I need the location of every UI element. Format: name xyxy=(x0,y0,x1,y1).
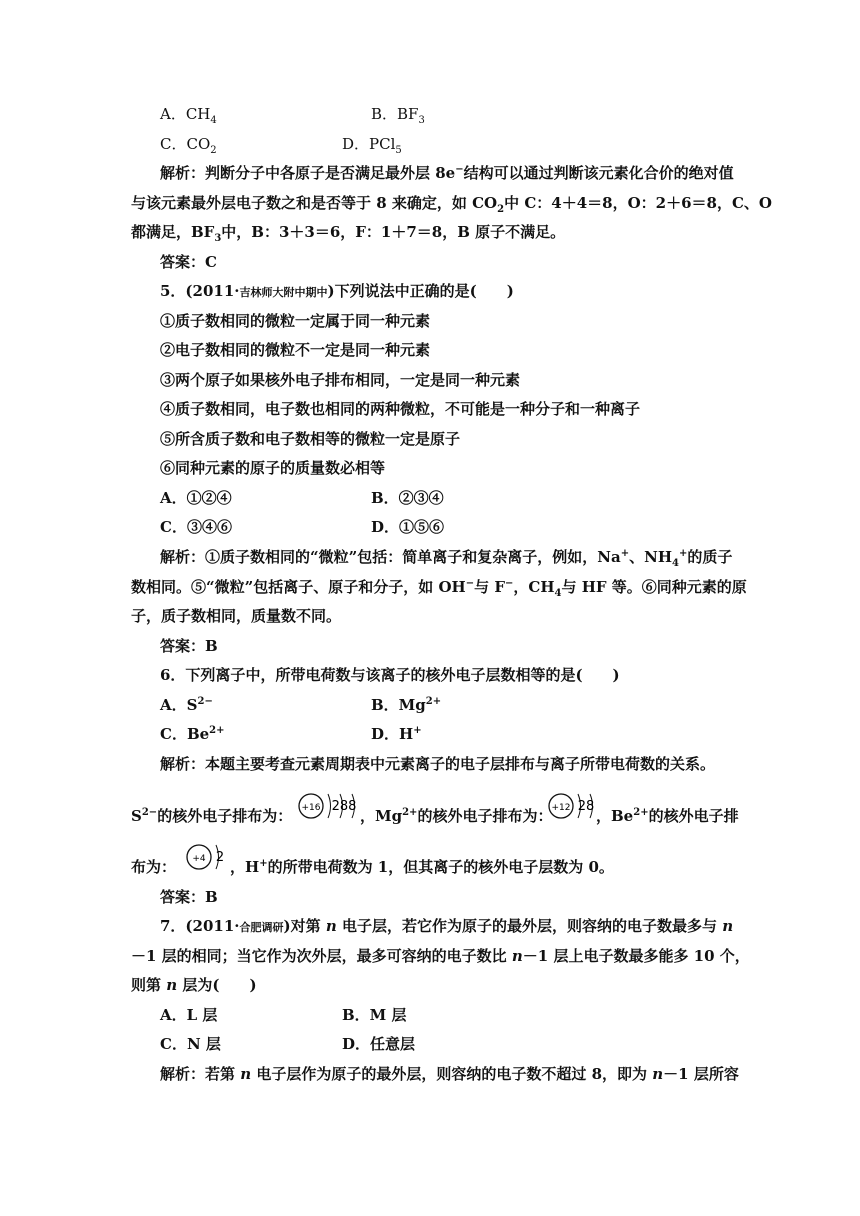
q5-answer: 答案：B xyxy=(160,637,218,655)
q5-item-1: ①质子数相同的微粒一定属于同一种元素 xyxy=(160,312,431,330)
q6-analysis-line-1: 解析：本题主要考查元素周期表中元素离子的电子层排布与离子所带电荷数的关系。 xyxy=(160,755,716,773)
q7-stem-line-2: －1 层的相同；当它作为次外层，最多可容纳的电子数比 n－1 层上电子数最多能多 10 个， xyxy=(131,947,750,965)
q5-item-4: ④质子数相同，电子数也相同的两种微粒，不可能是一种分子和一种离子 xyxy=(160,400,641,418)
q4-option-c: C．$CO_2$ xyxy=(160,135,217,156)
q5-option-b: B．②③④ xyxy=(371,489,444,507)
svg-text:+12: +12 xyxy=(551,803,571,813)
q6-option-a: A．$S^{2-}$ xyxy=(160,696,213,714)
q6-analysis-line-3a: 布为： xyxy=(131,858,177,876)
q6-option-d: D．H+ xyxy=(371,725,422,743)
q4-option-b: B．$BF_3$ xyxy=(371,105,425,126)
svg-text:2: 2 xyxy=(215,850,225,865)
q4-option-d: D．PCl$_5$ xyxy=(342,135,402,156)
q4-analysis-line-2: 与该元素最外层电子数之和是否等于 8 来确定，如 $CO_2$中 C：4＋4＝8，O：2＋6＝8，C、O xyxy=(131,194,772,215)
q5-analysis-line-1: 解析：①质子数相同的“微粒”包括：简单离子和复杂离子，例如，Na+、$NH_4^+$的质子 xyxy=(160,548,733,569)
q5-option-d: D．①⑤⑥ xyxy=(371,518,445,536)
q6-option-b: B．$Mg^{2+}$ xyxy=(371,696,442,714)
s2-electron-diagram xyxy=(297,788,369,828)
q6-stem: 6．下列离子中，所带电荷数与该离子的核外电子层数相等的是( ) xyxy=(160,666,620,684)
q5-item-3: ③两个原子如果核外电子排布相同，一定是同一种元素 xyxy=(160,371,521,389)
q5-analysis-line-2: 数相同。⑤“微粒”包括离子、原子和分子，如 OH−与 F−，$CH_4$与 HF 等。⑥同种元素的原 xyxy=(131,578,747,599)
svg-text:+16: +16 xyxy=(301,803,321,813)
svg-text:+4: +4 xyxy=(192,854,206,864)
q6-analysis-line-3b: ，H+的所带电荷数为 1，但其离子的核外电子层数为 0。 xyxy=(230,858,614,876)
svg-text:28: 28 xyxy=(577,799,595,814)
q6-analysis-line-2c: ，$Be^{2+}$的核外电子排 xyxy=(596,807,739,825)
q6-analysis-line-2b: ，$Mg^{2+}$的核外电子排布为： xyxy=(360,807,553,825)
q6-answer: 答案：B xyxy=(160,888,218,906)
q7-analysis-line-1: 解析：若第 n 电子层作为原子的最外层，则容纳的电子数不超过 8，即为 n－1 层所容 xyxy=(160,1065,739,1083)
q7-option-b: B．M 层 xyxy=(342,1006,407,1024)
q5-item-6: ⑥同种元素的原子的质量数必相等 xyxy=(160,459,386,477)
q7-stem-line-3: 则第 n 层为( ) xyxy=(131,976,257,994)
q7-option-d: D．任意层 xyxy=(342,1035,416,1053)
svg-text:288: 288 xyxy=(331,799,357,814)
q5-stem: 5．(2011·吉林师大附中期中)下列说法中正确的是( ) xyxy=(160,282,514,300)
q4-option-a: A．$CH_4$ xyxy=(160,105,217,126)
q6-option-c: C．$Be^{2+}$ xyxy=(160,725,225,743)
q7-option-c: C．N 层 xyxy=(160,1035,221,1053)
q7-stem-line-1: 7．(2011·合肥调研)对第 n 电子层，若它作为原子的最外层，则容纳的电子数最多与 n xyxy=(160,917,734,935)
q5-option-a: A．①②④ xyxy=(160,489,232,507)
q6-analysis-line-2a: $S^{2-}$的核外电子排布为： xyxy=(131,807,293,825)
q5-analysis-line-3: 子，质子数相同，质量数不同。 xyxy=(131,607,342,625)
q4-analysis-line-1: 解析：判断分子中各原子是否满足最外层 8e−结构可以通过判断该元素化合价的绝对值 xyxy=(160,164,734,182)
q4-answer: 答案：C xyxy=(160,253,217,271)
be2-electron-diagram xyxy=(185,839,233,879)
q5-item-5: ⑤所含质子数和电子数相等的微粒一定是原子 xyxy=(160,430,461,448)
q7-option-a: A．L 层 xyxy=(160,1006,218,1024)
q5-option-c: C．③④⑥ xyxy=(160,518,232,536)
q5-item-2: ②电子数相同的微粒不一定是同一种元素 xyxy=(160,341,431,359)
q4-analysis-line-3: 都满足，$BF_3$中，B：3＋3＝6，F：1＋7＝8，B 原子不满足。 xyxy=(131,223,566,244)
